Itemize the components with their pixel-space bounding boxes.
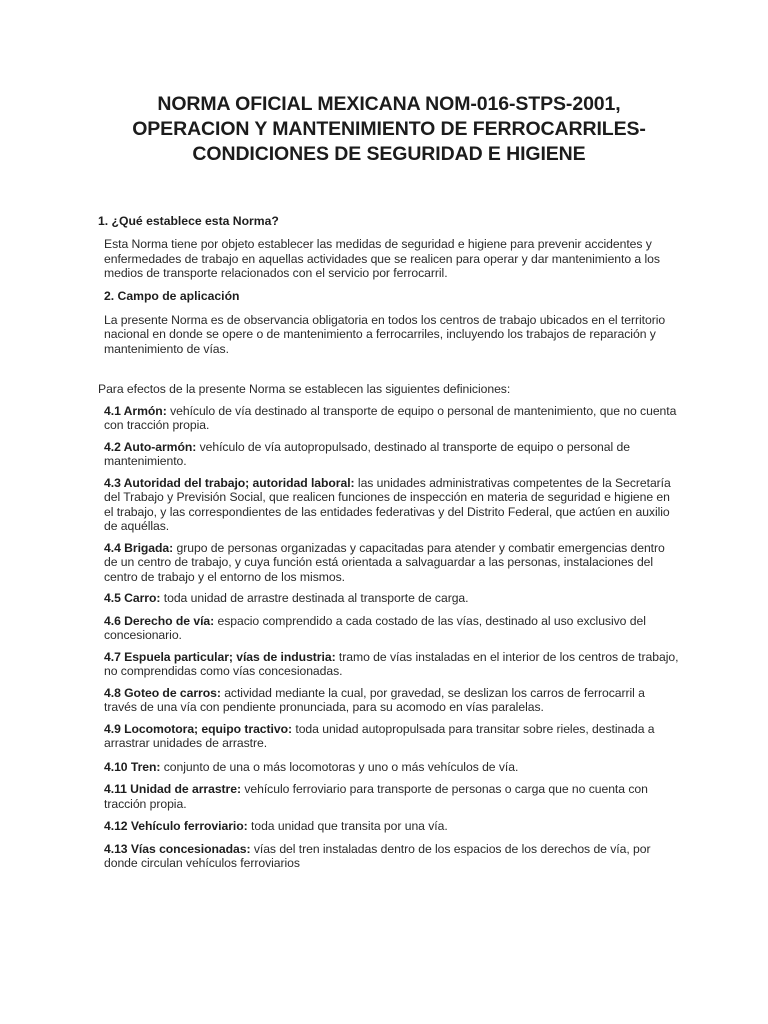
definitions-intro: Para efectos de la presente Norma se establecen las siguientes definiciones: [98,382,511,396]
section-1-heading: 1. ¿Qué establece esta Norma? [98,214,279,228]
definition-item [98,686,680,715]
definition-term: 4.3 Autoridad del trabajo; autoridad laboral: [104,475,355,490]
definition-text: espacio comprendido a cada costado de las vías, destinado al uso exclusivo del concesionario. [104,613,646,642]
definition-item [98,591,680,606]
definition-item [98,722,680,751]
definition-text: toda unidad que transita por una vía. [251,819,448,833]
section-2-heading: 2. Campo de aplicación [104,288,240,303]
definition-term: 4.12 Vehículo ferroviario: [104,819,248,833]
definition-text: toda unidad autopropulsada para transitar sobre rieles, destinada a arrastrar unidades de arrastre. [104,721,655,750]
definition-item [98,440,680,469]
definitions-list [98,404,680,871]
definition-term: 4.6 Derecho de vía: [104,613,215,628]
definition-item [98,782,680,811]
definition-text: vías del tren instaladas dentro de los espacios de los derechos de vía, por donde circulan vehículos ferroviarios [104,841,651,870]
definition-text: tramo de vías instaladas en el interior de los centros de trabajo, no comprendidas como vías concesionadas. [104,649,679,678]
section-1-text: Esta Norma tiene por objeto establecer las medidas de seguridad e higiene para prevenir accidentes y enfermedades de trabajo en aquellas actividades que se realicen para operar y dar mantenimiento a los medios de transporte relacionados con el servicio por ferrocarril. [104,237,660,280]
definition-term: 4.2 Auto-armón: [104,439,197,454]
definition-text: grupo de personas organizadas y capacitadas para atender y combatir emergencias dentro de un centro de trabajo, y cuya función está orientada a salvaguardar a las personas, instalaciones del centro de trabajo y el entorno de los mismos. [104,540,665,584]
definition-term: 4.8 Goteo de carros: [104,685,221,700]
document-title [98,92,680,167]
definition-item [98,404,680,433]
title-line: OPERACION Y MANTENIMIENTO DE FERROCARRILES- [132,118,646,140]
definition-term: 4.13 Vías concesionadas: [104,841,251,856]
definition-term: 4.5 Carro: [104,591,161,605]
definition-item [98,541,680,585]
definition-term: 4.7 Espuela particular; vías de industria: [104,649,336,664]
definition-term: 4.11 Unidad de arrastre: [104,782,241,796]
definition-term: 4.10 Tren: [104,759,161,774]
title-line: NORMA OFICIAL MEXICANA NOM-016-STPS-2001, [157,93,621,115]
definition-item [98,650,680,679]
definition-item [98,760,680,775]
title-line: CONDICIONES DE SEGURIDAD E HIGIENE [192,143,586,165]
definition-item [98,476,680,534]
definition-item [98,842,680,871]
definition-text: vehículo de vía autopropulsado, destinado al transporte de equipo o personal de mantenimiento. [104,439,630,468]
definition-term: 4.1 Armón: [104,403,167,418]
definition-text: conjunto de una o más locomotoras y uno o más vehículos de vía. [163,759,519,774]
definition-term: 4.4 Brigada: [104,540,174,555]
definition-text: vehículo de vía destinado al transporte de equipo o personal de mantenimiento, que no cuenta con tracción propia. [104,403,677,432]
definition-text: toda unidad de arrastre destinada al transporte de carga. [163,591,469,605]
section-2-text: La presente Norma es de observancia obligatoria en todos los centros de trabajo ubicados en el territorio nacional en donde se opere o de mantenimiento a ferrocarriles, incluyendo los trabajos de reparación y mantenimiento de vías. [104,312,666,356]
document-page [98,92,680,871]
definition-text: vehículo ferroviario para transporte de personas o carga que no cuenta con tracción propia. [104,782,648,811]
definition-term: 4.9 Locomotora; equipo tractivo: [104,721,293,736]
definition-item [98,819,680,834]
definition-item [98,614,680,643]
definition-text: actividad mediante la cual, por gravedad, se deslizan los carros de ferrocarril a través de una vía con pendiente pronunciada, para su acomodo en vías paralelas. [104,685,645,714]
definition-text: las unidades administrativas competentes de la Secretaría del Trabajo y Previsión Social, que realicen funciones de inspección en materia de seguridad e higiene en el trabajo, y las correspondientes de las entidades federativas y del Distrito Federal, que actúen en auxilio de aquéllas. [104,475,671,533]
